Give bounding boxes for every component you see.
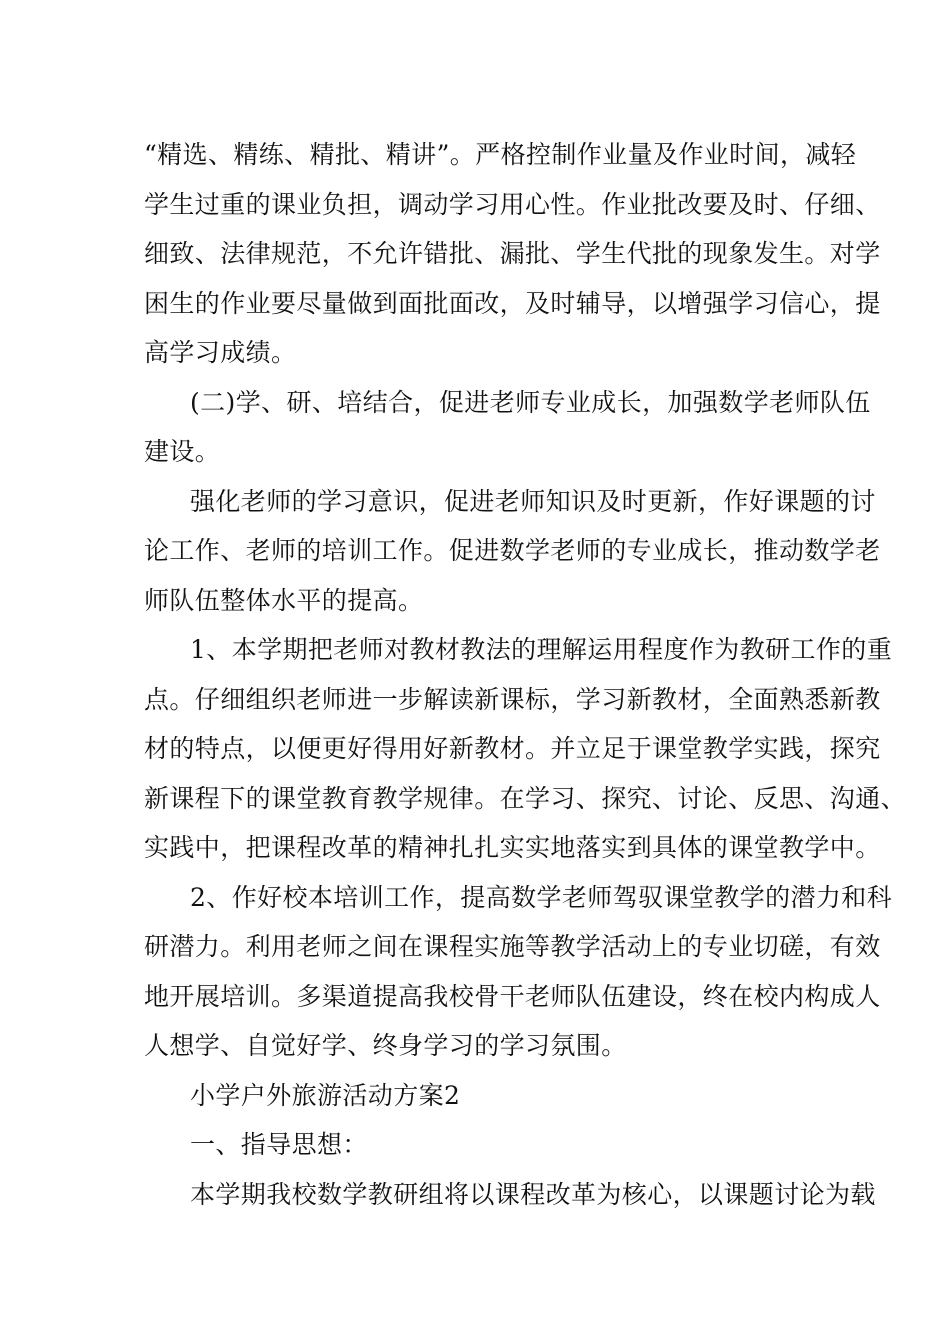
text-line: 研潜力。利用老师之间在课程实施等教学活动上的专业切磋，有效 (144, 932, 881, 961)
text-line: “精选、精练、精批、精讲”。严格控制作业量及作业时间，减轻 (144, 140, 857, 169)
text-line: 1、本学期把老师对教材教法的理解运用程度作为教研工作的重 (190, 635, 893, 664)
text-line: 学生过重的课业负担，调动学习用心性。作业批改要及时、仔细、 (144, 190, 881, 219)
text-line: 细致、法律规范，不允许错批、漏批、学生代批的现象发生。对学 (144, 239, 881, 268)
text-line: 人想学、自觉好学、终身学习的学习氛围。 (144, 1031, 627, 1060)
text-line: 2、作好校本培训工作，提高数学老师驾驭课堂教学的潜力和科 (190, 883, 893, 912)
section-heading: 一、指导思想： (190, 1130, 368, 1159)
text-line: 实践中，把课程改革的精神扎扎实实地落实到具体的课堂教学中。 (144, 833, 881, 862)
text-line: 材的特点，以便更好得用好新教材。并立足于课堂教学实践，探究 (144, 734, 881, 763)
text-line: 高学习成绩。 (144, 338, 297, 367)
text-line: 点。仔细组织老师进一步解读新课标，学习新教材，全面熟悉新教 (144, 685, 881, 714)
text-line: 强化老师的学习意识，促进老师知识及时更新，作好课题的讨 (190, 487, 876, 516)
text-line: 新课程下的课堂教育教学规律。在学习、探究、讨论、反思、沟通、 (144, 784, 907, 813)
section-heading: (二)学、研、培结合，促进老师专业成长，加强数学老师队伍 (190, 388, 871, 417)
text-line: 师队伍整体水平的提高。 (144, 586, 424, 615)
text-line: 论工作、老师的培训工作。促进数学老师的专业成长，推动数学老 (144, 536, 881, 565)
text-line: 本学期我校数学教研组将以课程改革为核心，以课题讨论为载 (190, 1180, 876, 1209)
text-line: 困生的作业要尽量做到面批面改，及时辅导，以增强学习信心，提 (144, 289, 881, 318)
text-line: 建设。 (144, 437, 221, 466)
document-title: 小学户外旅游活动方案2 (190, 1081, 461, 1110)
text-line: 地开展培训。多渠道提高我校骨干老师队伍建设，终在校内构成人 (144, 982, 881, 1011)
